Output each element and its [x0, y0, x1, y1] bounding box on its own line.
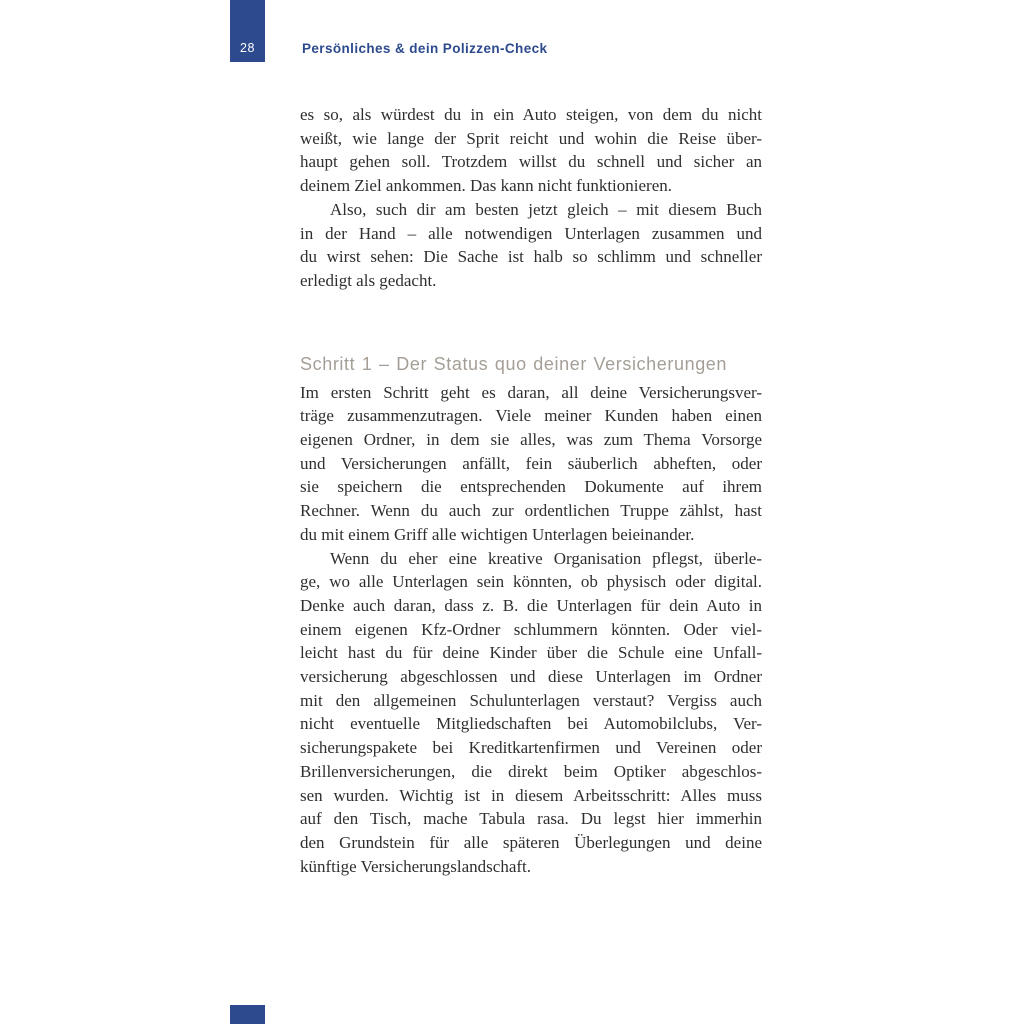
- text-line: du mit einem Griff alle wichtigen Unterlagen beieinander.: [300, 524, 695, 544]
- text-line: sie speichern die entsprechenden Dokumente auf ihrem: [300, 477, 762, 497]
- paragraph: [300, 547, 762, 879]
- text-line: haupt gehen soll. Trotzdem willst du schnell und sicher an: [300, 152, 762, 172]
- text-line: mit den allgemeinen Schulunterlagen verstaut? Vergiss auch: [300, 690, 762, 710]
- text-line: Brillenversicherungen, die direkt beim Optiker abgeschlos-: [300, 761, 762, 781]
- text-line: Im ersten Schritt geht es daran, all deine Versicherungsver-: [300, 382, 762, 402]
- text-line: nicht eventuelle Mitgliedschaften bei Automobilclubs, Ver-: [300, 714, 762, 734]
- text-line: Wenn du eher eine kreative Organisation pflegst, überle-: [330, 548, 762, 568]
- text-line: leicht hast du für deine Kinder über die Schule eine Unfall-: [300, 643, 762, 663]
- chapter-tab-top: [230, 0, 265, 62]
- text-line: einem eigenen Kfz-Ordner schlummern könnten. Oder viel-: [300, 619, 762, 639]
- text-line: deinem Ziel ankommen. Das kann nicht funktionieren.: [300, 176, 673, 196]
- text-column: [300, 103, 762, 878]
- text-line: sicherungspakete bei Kreditkartenfirmen und Vereinen oder: [300, 738, 762, 758]
- text-line: ge, wo alle Unterlagen sein könnten, ob physisch oder digital.: [300, 572, 762, 592]
- page-number: 28: [240, 41, 255, 55]
- text-line: künftige Versicherungslandschaft.: [300, 856, 532, 876]
- text-line: Rechner. Wenn du auch zur ordentlichen Truppe zählst, hast: [300, 501, 762, 521]
- running-header: Persönliches & dein Polizzen-Check: [302, 41, 548, 56]
- text-line: auf den Tisch, mache Tabula rasa. Du legst hier immerhin: [300, 809, 762, 829]
- chapter-tab-bottom: [230, 1005, 265, 1024]
- text-line: Denke auch daran, dass z. B. die Unterlagen für dein Auto in: [300, 595, 762, 615]
- text-line: träge zusammenzutragen. Viele meiner Kunden haben einen: [300, 406, 762, 426]
- text-line: in der Hand – alle notwendigen Unterlagen zusammen und: [300, 223, 762, 243]
- text-line: erledigt als gedacht.: [300, 270, 437, 290]
- text-line: und Versicherungen anfällt, fein säuberlich abheften, oder: [300, 453, 762, 473]
- text-line: du wirst sehen: Die Sache ist halb so schlimm und schneller: [300, 247, 762, 267]
- text-line: eigenen Ordner, in dem sie alles, was zum Thema Vorsorge: [300, 430, 762, 450]
- text-line: Also, such dir am besten jetzt gleich – mit diesem Buch: [330, 199, 762, 219]
- paragraph: [300, 198, 762, 293]
- text-line: es so, als würdest du in ein Auto steigen, von dem du nicht: [300, 105, 762, 124]
- text-line: weißt, wie lange der Sprit reicht und wohin die Reise über-: [300, 128, 762, 148]
- text-line: den Grundstein für alle späteren Überlegungen und deine: [300, 832, 762, 852]
- text-line: versicherung abgeschlossen und diese Unterlagen im Ordner: [300, 667, 762, 687]
- section-heading: Schritt 1 – Der Status quo deiner Versicherungen: [300, 353, 728, 374]
- text-line: sen wurden. Wichtig ist in diesem Arbeitsschritt: Alles muss: [300, 785, 762, 805]
- paragraph: [300, 103, 762, 198]
- paragraph: [300, 381, 762, 547]
